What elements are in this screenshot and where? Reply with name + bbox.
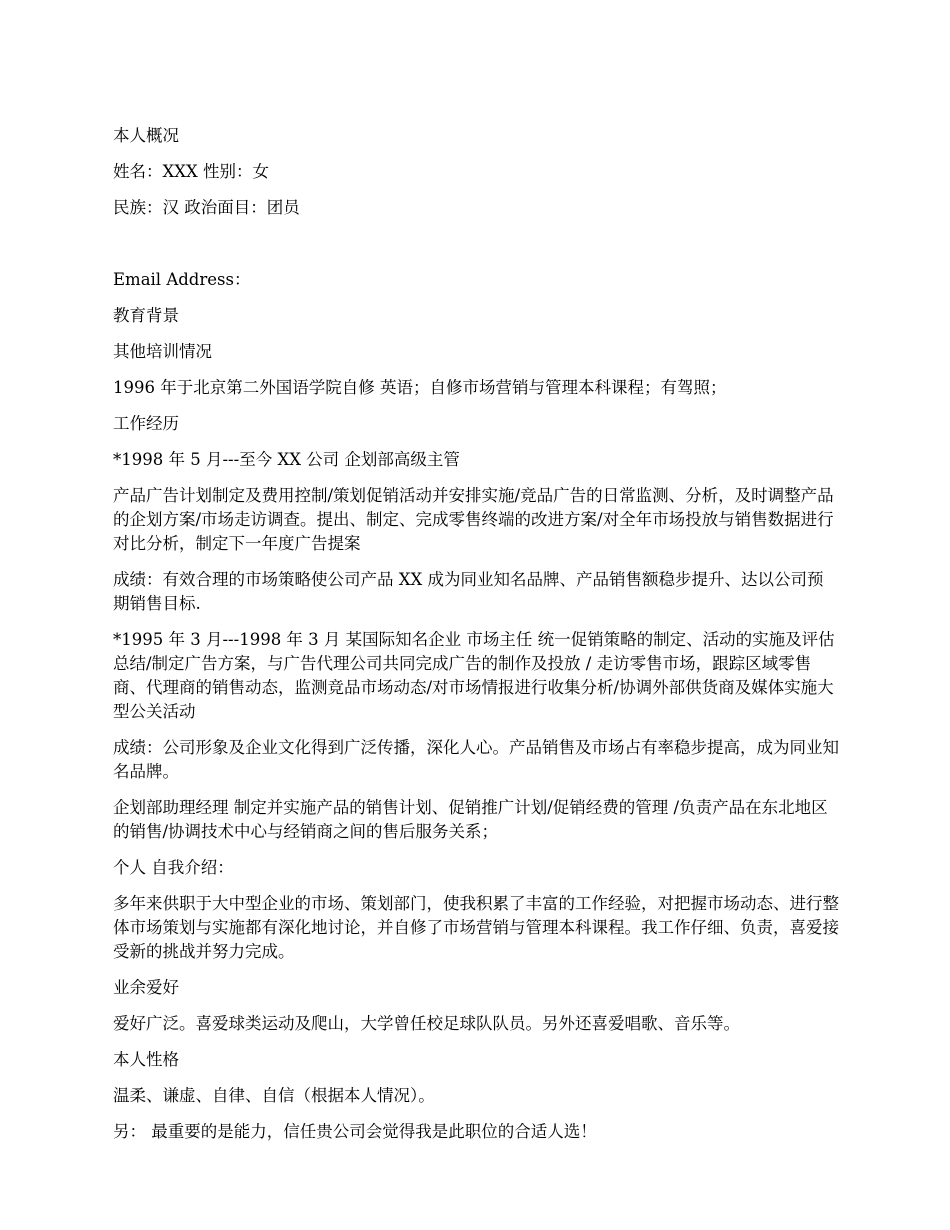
job-2-description: *1995 年 3 月---1998 年 3 月 某国际知名企业 市场主任 统一促销策略的制定、活动的实施及评估总结/制定广告方案，与广告代理公司共同完成广告的制作及投放 / 走访零售市场，跟踪区域零售商、代理商的销售动态，监测竞品市场动态/对市场情报进行收集分析/协调外部供货商及媒体实施大型公关活动 xyxy=(113,630,835,721)
closing-statement: 另： 最重要的是能力，信任贵公司会觉得我是此职位的合适人选！ xyxy=(113,1122,597,1141)
hobbies-text: 爱好广泛。喜爱球类运动及爬山，大学曾任校足球队队员。另外还喜爱唱歌、音乐等。 xyxy=(113,1014,740,1033)
heading-education: 教育背景 xyxy=(113,306,179,325)
heading-self-introduction: 个人 自我介绍： xyxy=(113,858,234,877)
email-line: Email Address： xyxy=(113,270,251,289)
job-3-description: 企划部助理经理 制定并实施产品的销售计划、促销推广计划/促销经费的管理 /负责产品在东北地区的销售/协调技术中心与经销商之间的售后服务关系； xyxy=(113,798,828,841)
heading-other-training: 其他培训情况 xyxy=(113,342,212,361)
job-1-duties: 产品广告计划制定及费用控制/策划促销活动并安排实施/竞品广告的日常监测、分析，及时调整产品的企划方案/市场走访调查。提出、制定、完成零售终端的改进方案/对全年市场投放与销售数据进行对比分析，制定下一年度广告提案 xyxy=(113,486,834,553)
job-1-achievements: 成绩：有效合理的市场策略使公司产品 XX 成为同业知名品牌、产品销售额稳步提升、达以公司预期销售目标. xyxy=(113,570,824,613)
personality-text: 温柔、谦虚、自律、自信（根据本人情况）。 xyxy=(113,1086,435,1105)
heading-personal-overview: 本人概况 xyxy=(113,126,179,145)
heading-work-experience: 工作经历 xyxy=(113,414,179,433)
training-details: 1996 年于北京第二外国语学院自修 英语；自修市场营销与管理本科课程；有驾照； xyxy=(113,378,727,397)
resume-document xyxy=(113,124,839,1156)
heading-personality: 本人性格 xyxy=(113,1050,179,1069)
heading-hobbies: 业余爱好 xyxy=(113,978,179,997)
ethnicity-politics-line: 民族：汉 政治面目：团员 xyxy=(113,198,300,217)
self-introduction-text: 多年来供职于大中型企业的市场、策划部门，使我积累了丰富的工作经验，对把握市场动态、进行整体市场策划与实施都有深化地讨论，并自修了市场营销与管理本科课程。我工作仔细、负责，喜爱接受新的挑战并努力完成。 xyxy=(113,894,839,961)
job-1-title: *1998 年 5 月---至今 XX 公司 企划部高级主管 xyxy=(113,450,460,469)
job-2-achievements: 成绩：公司形象及企业文化得到广泛传播，深化人心。产品销售及市场占有率稳步提高，成为同业知名品牌。 xyxy=(113,738,839,781)
name-gender-line: 姓名：XXX 性别：女 xyxy=(113,162,269,181)
